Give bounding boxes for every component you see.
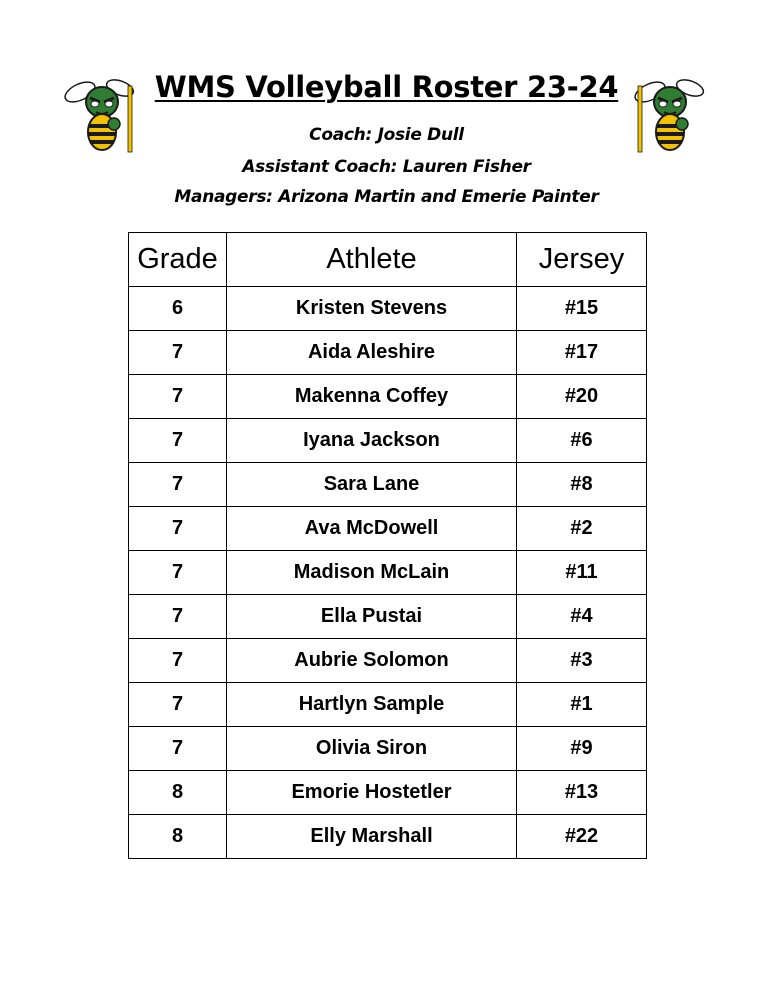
column-header-grade: Grade (129, 233, 227, 287)
jersey-cell: #11 (517, 551, 647, 595)
grade-cell: 7 (129, 551, 227, 595)
grade-cell: 7 (129, 375, 227, 419)
athlete-cell: Olivia Siron (227, 727, 517, 771)
athlete-cell: Sara Lane (227, 463, 517, 507)
grade-cell: 7 (129, 419, 227, 463)
jersey-cell: #15 (517, 287, 647, 331)
jersey-cell: #20 (517, 375, 647, 419)
grade-cell: 7 (129, 727, 227, 771)
jersey-cell: #6 (517, 419, 647, 463)
table-row (129, 771, 647, 815)
jersey-cell: #4 (517, 595, 647, 639)
jersey-cell: #13 (517, 771, 647, 815)
assistant-coach-line: Assistant Coach: Lauren Fisher (242, 157, 531, 177)
grade-cell: 8 (129, 771, 227, 815)
athlete-cell: Madison McLain (227, 551, 517, 595)
grade-cell: 8 (129, 815, 227, 859)
athlete-cell: Emorie Hostetler (227, 771, 517, 815)
jersey-cell: #1 (517, 683, 647, 727)
column-header-jersey: Jersey (517, 233, 647, 287)
jersey-cell: #17 (517, 331, 647, 375)
coach-line: Coach: Josie Dull (309, 125, 464, 145)
table-row (129, 595, 647, 639)
roster-table (128, 232, 647, 859)
athlete-cell: Makenna Coffey (227, 375, 517, 419)
athlete-cell: Aida Aleshire (227, 331, 517, 375)
table-row (129, 727, 647, 771)
grade-cell: 7 (129, 683, 227, 727)
table-row (129, 463, 647, 507)
athlete-cell: Elly Marshall (227, 815, 517, 859)
grade-cell: 7 (129, 639, 227, 683)
table-header-row (129, 233, 647, 287)
table-row (129, 683, 647, 727)
athlete-cell: Ella Pustai (227, 595, 517, 639)
table-row (129, 419, 647, 463)
table-row (129, 507, 647, 551)
grade-cell: 7 (129, 507, 227, 551)
athlete-cell: Kristen Stevens (227, 287, 517, 331)
table-row (129, 815, 647, 859)
page-title: WMS Volleyball Roster 23-24 (154, 70, 619, 104)
column-header-athlete: Athlete (227, 233, 517, 287)
jersey-cell: #9 (517, 727, 647, 771)
athlete-cell: Ava McDowell (227, 507, 517, 551)
athlete-cell: Iyana Jackson (227, 419, 517, 463)
table-row (129, 287, 647, 331)
grade-cell: 7 (129, 595, 227, 639)
table-row (129, 375, 647, 419)
athlete-cell: Hartlyn Sample (227, 683, 517, 727)
jersey-cell: #2 (517, 507, 647, 551)
grade-cell: 7 (129, 331, 227, 375)
table-row (129, 551, 647, 595)
jersey-cell: #8 (517, 463, 647, 507)
table-row (129, 639, 647, 683)
table-row (129, 331, 647, 375)
athlete-cell: Aubrie Solomon (227, 639, 517, 683)
grade-cell: 7 (129, 463, 227, 507)
jersey-cell: #22 (517, 815, 647, 859)
managers-line: Managers: Arizona Martin and Emerie Painter (174, 187, 599, 207)
jersey-cell: #3 (517, 639, 647, 683)
grade-cell: 6 (129, 287, 227, 331)
